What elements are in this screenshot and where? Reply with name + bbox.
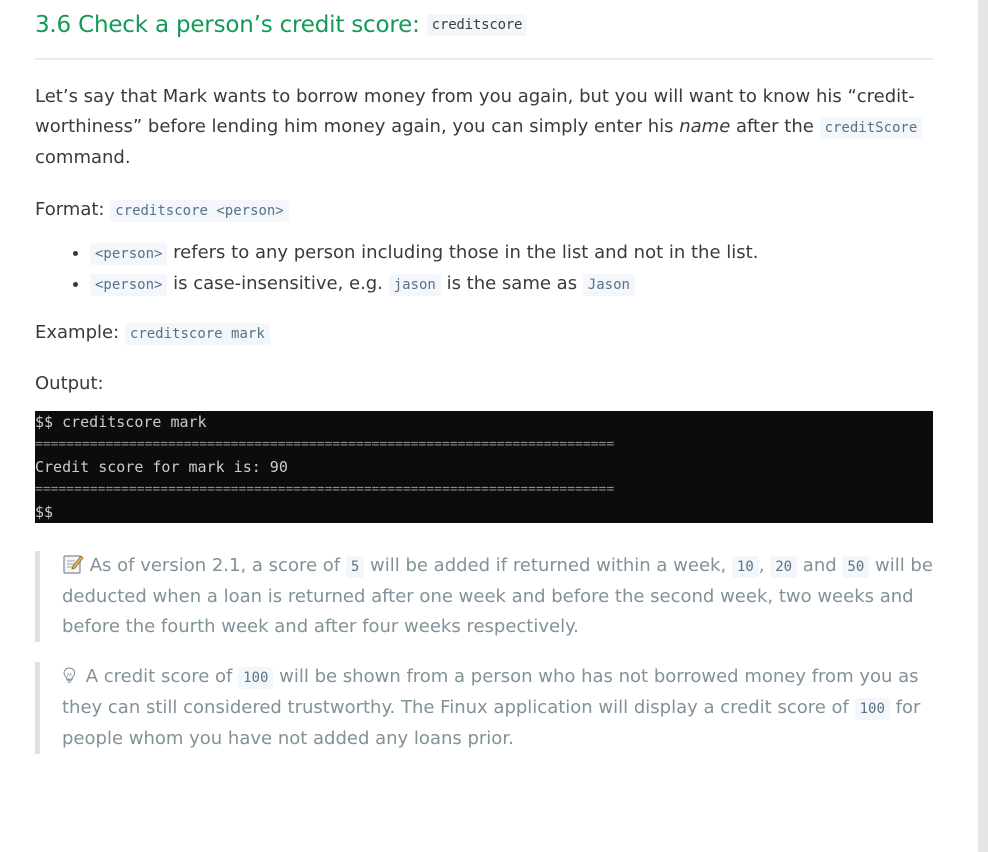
terminal-line-prompt: $$ [35,503,54,521]
version-note-text-3: , [758,555,771,576]
example-code: creditscore mark [125,323,270,345]
heading-command-code: creditscore [427,14,528,36]
format-code: creditscore <person> [110,200,289,222]
version-note-code-5: 5 [346,556,364,578]
list-item [90,269,933,300]
tip-text-2: will be shown from a person who has not borrowed money from you as they can still considered trustworthy. The Finux application will display a credit score of [62,666,919,718]
intro-text-1: Let’s say that Mark wants to borrow money from you again, but you will want to know his “credit-worthiness” before lending him money again, you can simply enter his [35,86,915,137]
version-note-text-2: will be added if returned within a week, [364,555,732,576]
section-heading-text: 3.6 Check a person’s credit score: [35,12,420,38]
tip-code-100-second: 100 [855,698,890,720]
intro-paragraph [35,82,933,173]
document-page [35,0,933,754]
tip-note [62,662,933,754]
terminal-separator: ========================================================================== [35,481,615,497]
example-line [35,318,933,349]
bullet-1-text: refers to any person including those in the list and not in the list. [167,242,759,263]
version-note-text-4: and [797,555,843,576]
terminal-line-command: $$ creditscore mark [35,413,207,431]
version-note-code-10: 10 [732,556,759,578]
version-note [62,551,933,642]
tip-blockquote [35,662,933,754]
intro-text-2: after the [730,116,820,137]
example-label: Example: [35,322,125,343]
memo-icon [62,554,84,574]
format-line [35,195,933,226]
version-note-code-50: 50 [842,556,869,578]
tip-code-100-first: 100 [238,667,273,689]
section-heading [35,12,933,60]
terminal-separator: ========================================================================== [35,436,615,452]
bullet-2-text: is case-insensitive, e.g. [167,273,389,294]
terminal-output-screenshot [35,411,933,523]
bullet-2-code-jason-upper: Jason [583,274,635,296]
tip-text-1: A credit score of [80,666,239,687]
bulb-icon [62,665,80,685]
list-item [90,238,933,269]
bullet-2-text-2: is the same as [440,273,583,294]
terminal-line-result: Credit score for mark is: 90 [35,458,288,476]
output-label: Output: [35,373,104,394]
bullet-2-code: <person> [90,274,167,296]
intro-emphasis: name [679,116,731,137]
version-note-text-1: As of version 2.1, a score of [84,555,346,576]
version-note-blockquote [35,551,933,642]
vertical-scrollbar[interactable] [978,0,988,852]
parameter-list [35,238,933,300]
intro-command-code: creditScore [820,117,923,139]
bullet-1-code: <person> [90,243,167,265]
tip-text-3: for people whom you have not added any loans prior. [62,697,921,749]
format-label: Format: [35,199,111,220]
version-note-text-5: will be deducted when a loan is returned after one week and before the second week, two weeks and before the fourth week and after four weeks respectively. [62,555,933,637]
bullet-2-code-jason-lower: jason [389,274,441,296]
intro-text-3: command. [35,147,131,168]
version-note-code-20: 20 [770,556,797,578]
